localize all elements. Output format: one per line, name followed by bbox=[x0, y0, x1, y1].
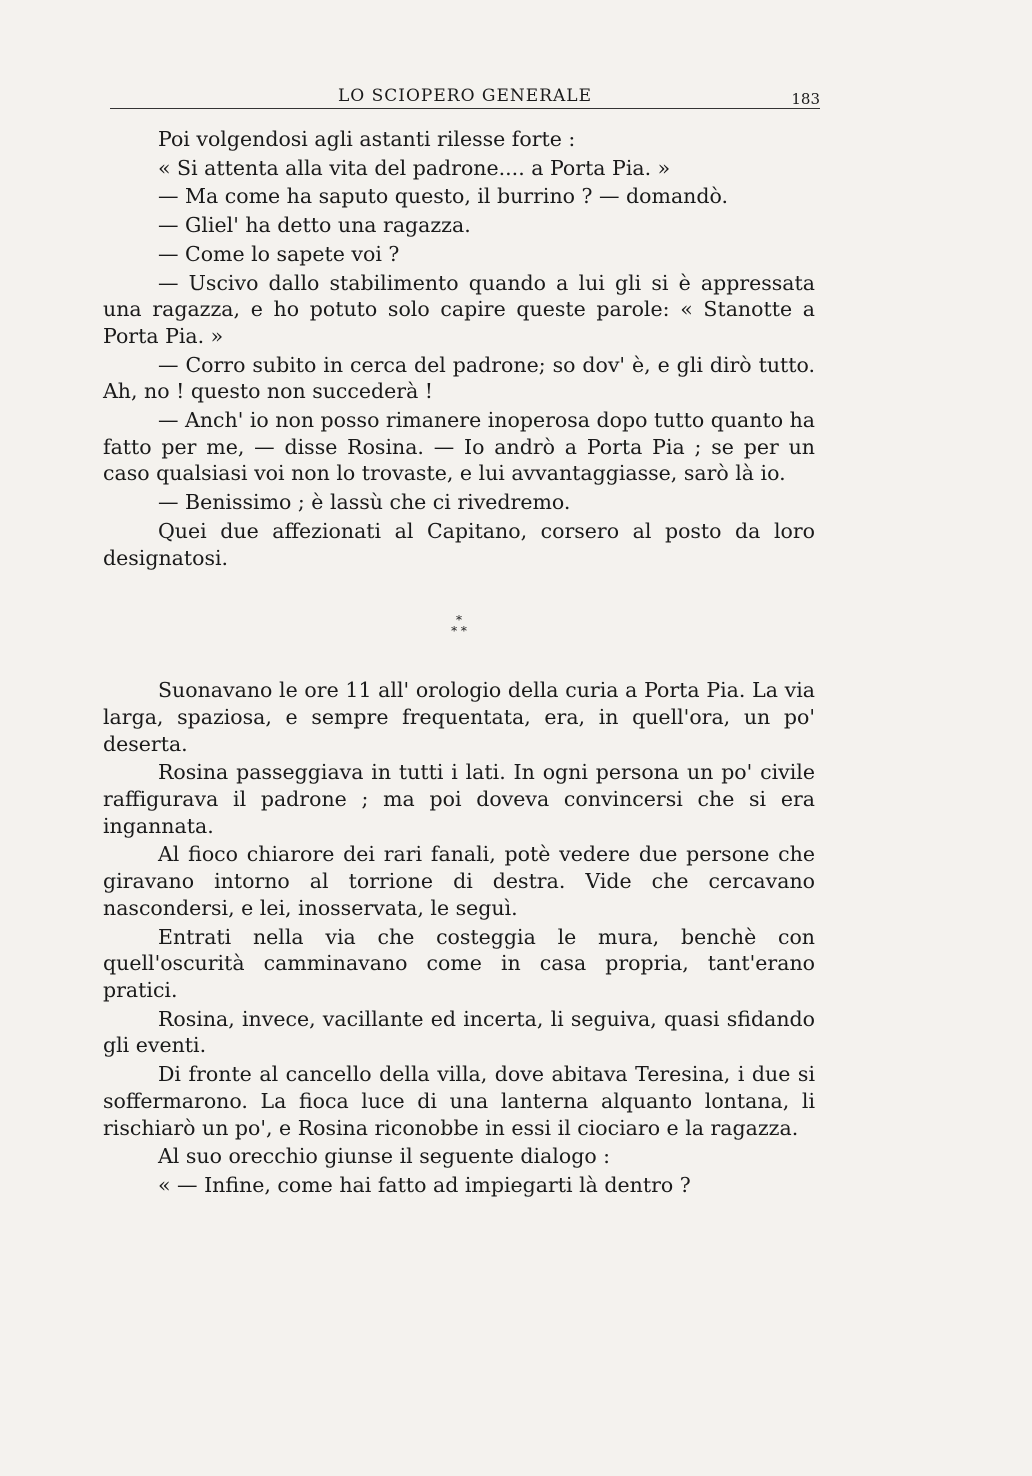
paragraph: Di fronte al cancello della villa, dove abitava Teresina, i due si soffermarono. La fioca luce di una lanterna alquanto lontana, li rischiarò un po', e Rosina riconobbe in essi il ciociaro e la ragazza. bbox=[103, 1062, 815, 1140]
page-number: 183 bbox=[791, 90, 820, 108]
paragraph: — Gliel' ha detto una ragazza. bbox=[158, 213, 471, 238]
paragraph: — Anch' io non posso rimanere inoperosa dopo tutto quanto ha fatto per me, — disse Rosina. — Io andrò a Porta Pia ; se per un caso qualsiasi voi non lo trovaste, e lui avvantaggiasse, sarò là io. bbox=[103, 408, 815, 486]
paragraph: Al fioco chiarore dei rari fanali, potè vedere due persone che giravano intorno al torrione di destra. Vide che cercavano nascondersi, e lei, inosservata, le seguì. bbox=[103, 842, 815, 920]
running-head bbox=[110, 80, 820, 106]
asterism-top: * bbox=[456, 613, 462, 628]
paragraph: Rosina passeggiava in tutti i lati. In ogni persona un po' civile raffigurava il padrone ; ma poi doveva convincersi che si era ingannata. bbox=[103, 760, 815, 838]
paragraph: Poi volgendosi agli astanti rilesse forte : bbox=[158, 127, 576, 151]
paragraph: — Come lo sapete voi ? bbox=[158, 241, 400, 266]
paragraph: Al suo orecchio giunse il seguente dialogo : bbox=[158, 1144, 611, 1169]
paragraph: « Si attenta alla vita del padrone.... a Porta Pia. » bbox=[158, 155, 671, 180]
asterism-bottom: * * bbox=[451, 624, 467, 639]
paragraph: — Ma come ha saputo questo, il burrino ? — domandò. bbox=[158, 184, 728, 209]
paragraph: Rosina, invece, vacillante ed incerta, li seguiva, quasi sfidando gli eventi. bbox=[103, 1006, 815, 1058]
running-title: LO SCIOPERO GENERALE bbox=[338, 86, 592, 106]
paragraph: Suonavano le ore 11 all' orologio della curia a Porta Pia. La via larga, spaziosa, e sempre frequentata, era, in quell'ora, un po' deserta. bbox=[103, 678, 815, 756]
paragraph: — Uscivo dallo stabilimento quando a lui gli si è appressata una ragazza, e ho potuto solo capire queste parole: « Stanotte a Porta Pia. » bbox=[103, 270, 815, 348]
paragraph: — Benissimo ; è lassù che ci rivedremo. bbox=[158, 490, 571, 515]
body-text bbox=[103, 126, 815, 1201]
paragraph: Quei due affezionati al Capitano, corsero al posto da loro designatosi. bbox=[103, 518, 815, 570]
paragraph: « — Infine, come hai fatto ad impiegarti là dentro ? bbox=[158, 1172, 691, 1197]
header-rule bbox=[110, 108, 820, 109]
paragraph: — Corro subito in cerca del padrone; so dov' è, e gli dirò tutto. Ah, no ! questo non succederà ! bbox=[103, 352, 815, 404]
section-break-asterism bbox=[103, 615, 815, 637]
paragraph: Entrati nella via che costeggia le mura, benchè con quell'oscurità camminavano come in casa propria, tant'erano pratici. bbox=[103, 924, 815, 1002]
